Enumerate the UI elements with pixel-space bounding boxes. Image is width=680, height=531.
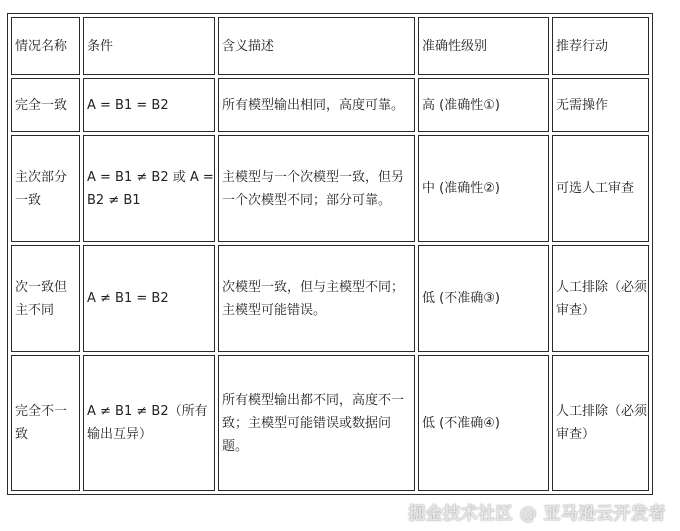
header-accuracy: 准确性级别	[418, 17, 549, 75]
cell-description: 所有模型输出都不同，高度不一致；主模型可能错误或数据问题。	[218, 355, 415, 491]
cell-condition: A ≠ B1 = B2	[83, 245, 215, 352]
cell-action: 无需操作	[552, 78, 649, 132]
cell-situation: 完全不一致	[11, 355, 80, 491]
header-description: 含义描述	[218, 17, 415, 75]
cell-condition: A = B1 = B2	[83, 78, 215, 132]
cell-description: 次模型一致，但与主模型不同；主模型可能错误。	[218, 245, 415, 352]
cell-situation: 次一致但主不同	[11, 245, 80, 352]
cell-accuracy: 高 (准确性①)	[418, 78, 549, 132]
table-row	[11, 78, 649, 132]
cell-situation: 主次部分一致	[11, 135, 80, 242]
header-situation: 情况名称	[11, 17, 80, 75]
cell-accuracy: 中 (准确性②)	[418, 135, 549, 242]
table-row	[11, 135, 649, 242]
watermark: 掘金技术社区 @ 亚马逊云开发者	[408, 504, 666, 524]
table-row	[11, 355, 649, 491]
cell-accuracy: 低 (不准确③)	[418, 245, 549, 352]
cell-condition: A = B1 ≠ B2 或 A = B2 ≠ B1	[83, 135, 215, 242]
cell-condition: A ≠ B1 ≠ B2（所有输出互异）	[83, 355, 215, 491]
cell-action: 人工排除（必须审查）	[552, 245, 649, 352]
cell-action: 可选人工审查	[552, 135, 649, 242]
cell-accuracy: 低 (不准确④)	[418, 355, 549, 491]
table-header-row	[11, 17, 649, 75]
header-action: 推荐行动	[552, 17, 649, 75]
table-row	[11, 245, 649, 352]
cell-situation: 完全一致	[11, 78, 80, 132]
header-condition: 条件	[83, 17, 215, 75]
cell-description: 所有模型输出相同，高度可靠。	[218, 78, 415, 132]
cell-description: 主模型与一个次模型一致，但另一个次模型不同；部分可靠。	[218, 135, 415, 242]
cell-action: 人工排除（必须审查）	[552, 355, 649, 491]
comparison-table	[7, 13, 653, 495]
